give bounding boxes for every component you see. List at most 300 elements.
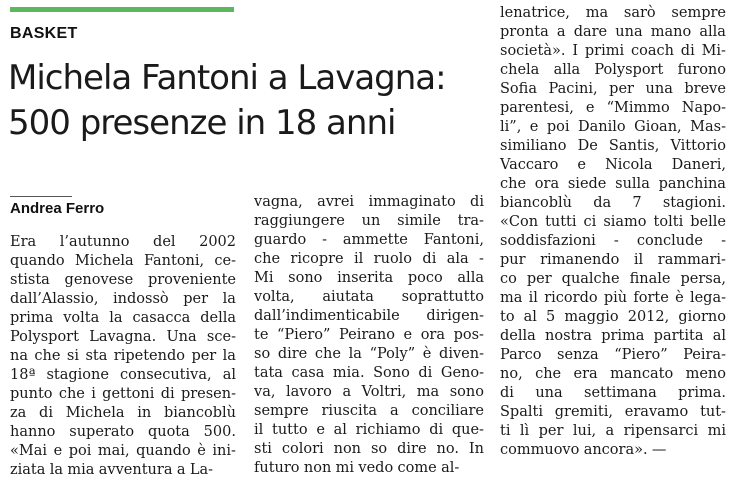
article-word: tra- <box>457 213 484 229</box>
article-word: Fantoni, <box>143 253 205 269</box>
article-word: ruolo <box>373 251 413 267</box>
article-word: e <box>585 100 595 116</box>
article-word: conclude <box>636 233 703 249</box>
article-word: mancato <box>610 366 674 382</box>
article-word: e <box>529 119 539 135</box>
article-word: dire <box>277 346 308 362</box>
article-word: guardo <box>254 232 307 248</box>
article-word: - <box>613 233 619 249</box>
article-word: quando <box>10 253 65 269</box>
article-text-line <box>10 442 236 461</box>
article-word: punto <box>10 386 53 402</box>
headline-line-2: 500 presenze in 18 anni <box>8 103 396 143</box>
article-word: 500. <box>203 424 236 440</box>
article-text-line <box>500 42 726 61</box>
article-word: ancora». <box>583 442 648 458</box>
article-word: Vittorio <box>670 138 726 154</box>
article-text-line <box>254 193 484 212</box>
article-column-3 <box>500 4 726 460</box>
article-word: “Piero” <box>614 347 668 363</box>
article-word: ma <box>500 290 523 306</box>
article-word: al <box>222 367 236 383</box>
article-word: non <box>303 460 332 476</box>
article-word: dall’indimenticabile <box>254 308 400 324</box>
article-text-line <box>10 309 236 328</box>
article-word: mai, <box>97 443 130 459</box>
article-word: no, <box>500 366 523 382</box>
article-column-2 <box>254 193 484 478</box>
article-text-line <box>254 326 484 345</box>
article-word: panchina <box>658 176 726 192</box>
article-word: di <box>470 194 484 210</box>
article-word: gettoni <box>102 386 155 402</box>
article-word: Danilo <box>578 119 626 135</box>
article-word: per <box>609 81 634 97</box>
article-text-line <box>500 175 726 194</box>
article-word: mia <box>67 462 95 478</box>
article-word: 5 <box>546 309 556 325</box>
article-word: rammari- <box>657 252 726 268</box>
article-word: Napo- <box>681 100 726 116</box>
article-text-line <box>254 383 484 402</box>
article-text-line <box>10 233 236 252</box>
article-word: hanno <box>10 424 56 440</box>
article-word: sempre <box>671 5 726 21</box>
article-word: di <box>418 365 433 381</box>
article-word: per <box>538 423 564 439</box>
article-word: sti <box>254 441 272 457</box>
article-text-line <box>500 4 726 23</box>
article-word: meno <box>685 366 726 382</box>
article-word: per <box>526 271 552 287</box>
article-word: della <box>500 328 536 344</box>
article-word: “Poly” <box>369 346 416 362</box>
article-text-line <box>500 346 726 365</box>
article-word: come <box>397 460 437 476</box>
article-word: ora <box>420 327 446 343</box>
article-word: superato <box>69 424 135 440</box>
article-word: forte <box>633 290 669 306</box>
article-word: che <box>58 386 85 402</box>
article-word: colori <box>281 441 324 457</box>
article-word: ini- <box>212 443 236 459</box>
article-word: breve <box>684 81 726 97</box>
article-word: Mi <box>254 270 274 286</box>
article-word: casa <box>291 365 325 381</box>
article-word: a <box>390 403 399 419</box>
article-word: 18ª <box>10 367 36 383</box>
article-word: ripensarci <box>623 423 699 439</box>
article-word: partita <box>653 328 704 344</box>
article-word: I <box>572 43 579 59</box>
article-word: ora <box>534 176 560 192</box>
article-word: ricopre <box>290 251 344 267</box>
article-word: il <box>354 251 364 267</box>
article-word: Era <box>10 234 37 250</box>
article-word: Sono <box>373 365 410 381</box>
article-word: una <box>645 81 673 97</box>
article-word: non <box>333 441 362 457</box>
article-word: ce- <box>214 253 236 269</box>
article-text-line <box>500 441 726 460</box>
article-word: tata <box>254 365 283 381</box>
article-word: di <box>39 405 53 421</box>
article-word: diven- <box>439 346 484 362</box>
article-word: li”, <box>500 119 522 135</box>
article-word: e <box>577 157 586 173</box>
article-word: chela <box>500 62 540 78</box>
byline-rule <box>10 196 72 197</box>
article-word: aiutata <box>322 289 374 305</box>
article-word: tutto <box>272 422 308 438</box>
article-word: 2012, <box>627 309 670 325</box>
section-accent-bar <box>10 7 234 12</box>
article-word: si <box>66 348 79 364</box>
article-word: l’autunno <box>59 234 130 250</box>
article-text-line <box>10 328 236 347</box>
article-word: a <box>342 384 352 400</box>
article-word: dall’Alassio, <box>10 291 99 307</box>
article-word: ma <box>585 5 609 21</box>
article-word: Sofia <box>500 81 537 97</box>
article-word: ala <box>446 251 469 267</box>
article-word: genovese <box>64 272 134 288</box>
article-word: primi <box>584 43 625 59</box>
article-word: dare <box>573 24 608 40</box>
article-word: - <box>479 251 484 267</box>
article-text-line <box>10 366 236 385</box>
article-word: una <box>535 385 563 401</box>
article-text-line <box>10 252 236 271</box>
article-word: ammette <box>342 232 408 248</box>
article-word: a <box>556 24 566 40</box>
article-word: lega- <box>689 290 726 306</box>
article-word: sarò <box>623 5 656 21</box>
article-word: vedo <box>358 460 394 476</box>
article-text-line <box>500 251 726 270</box>
article-word: conciliare <box>411 403 484 419</box>
article-word: di <box>500 385 514 401</box>
article-word: prima <box>10 310 54 326</box>
article-word: sce- <box>206 329 236 345</box>
article-word: di <box>422 251 437 267</box>
article-word: riuscita <box>321 403 378 419</box>
article-word: che <box>314 346 341 362</box>
article-word: In <box>468 441 484 457</box>
article-text-line <box>10 423 236 442</box>
article-word: Mi- <box>701 43 726 59</box>
article-word: per <box>183 291 209 307</box>
article-text-line <box>254 421 484 440</box>
article-word: mia. <box>332 365 365 381</box>
article-word: poi <box>68 443 92 459</box>
article-word: lì <box>519 423 530 439</box>
article-word: proveniente <box>147 272 236 288</box>
article-word: in <box>137 405 152 421</box>
article-word: il <box>633 252 644 268</box>
article-word: dirigen- <box>426 308 484 324</box>
article-word: similiano <box>500 138 567 154</box>
article-word: no. <box>436 441 459 457</box>
article-word: un <box>361 213 381 229</box>
article-word: alla <box>699 24 726 40</box>
article-word: Michela <box>74 253 134 269</box>
article-word: futuro <box>254 460 300 476</box>
article-word: al <box>712 328 726 344</box>
article-word: Vaccaro <box>500 157 559 173</box>
article-word: di <box>160 386 175 402</box>
article-word: stagione <box>46 367 109 383</box>
article-word: “Mimmo <box>606 100 670 116</box>
article-word: quando <box>136 443 191 459</box>
article-word: la <box>109 310 123 326</box>
article-word: Daneri, <box>671 157 726 173</box>
article-word: il <box>528 290 538 306</box>
article-word: sono <box>449 384 484 400</box>
article-text-line <box>500 213 726 232</box>
article-word: al <box>523 309 537 325</box>
article-word: più <box>603 290 628 306</box>
article-text-line <box>500 289 726 308</box>
article-word: Voltri, <box>361 384 407 400</box>
article-word: quota <box>147 424 190 440</box>
article-word: Polysport <box>594 62 664 78</box>
article-word: Lavagna. <box>89 329 157 345</box>
article-text-line <box>10 461 236 480</box>
article-word: sono <box>288 270 323 286</box>
article-word: mano <box>650 24 692 40</box>
article-text-line <box>500 327 726 346</box>
article-word: ma <box>416 384 440 400</box>
article-word: que- <box>451 422 484 438</box>
article-word: soddisfazioni <box>500 233 596 249</box>
article-word: qualche <box>561 271 620 287</box>
byline: Andrea Ferro <box>10 200 105 217</box>
article-word: di <box>429 422 444 438</box>
article-word: Fantoni, <box>423 232 484 248</box>
article-text-line <box>254 345 484 364</box>
article-word: tolti <box>653 214 684 230</box>
article-word: e <box>53 443 63 459</box>
article-word: del <box>153 234 176 250</box>
article-word: siamo <box>603 214 647 230</box>
article-word: senza <box>557 347 599 363</box>
article-word: - <box>721 233 726 249</box>
article-word: Peirano <box>339 327 395 343</box>
article-word: alla <box>553 62 581 78</box>
article-text-line <box>254 440 484 459</box>
article-word: lenatrice, <box>500 5 570 21</box>
article-word: eravamo <box>624 404 689 420</box>
article-word: Parco <box>500 347 542 363</box>
article-word: parentesi, <box>500 100 574 116</box>
article-word: è <box>197 443 206 459</box>
article-text-line <box>254 402 484 421</box>
article-word: volta <box>63 310 100 326</box>
article-word: la <box>49 462 64 478</box>
article-text-line <box>254 288 484 307</box>
article-word: a <box>176 462 186 478</box>
article-word: simile <box>397 213 441 229</box>
article-word: dire <box>397 441 427 457</box>
article-word: Nicola <box>605 157 653 173</box>
article-word: pronta <box>500 24 549 40</box>
article-word: rimanendo <box>540 252 620 268</box>
article-word: na <box>10 348 28 364</box>
article-word: tutti <box>545 214 577 230</box>
article-word: De <box>577 138 598 154</box>
article-word: stista <box>10 272 50 288</box>
article-word: che <box>500 176 527 192</box>
article-word: indossò <box>113 291 169 307</box>
article-word: siede <box>567 176 607 192</box>
article-text-line <box>500 194 726 213</box>
article-word: richiamo <box>355 422 421 438</box>
article-word: la <box>222 291 236 307</box>
article-word: coach <box>630 43 674 59</box>
article-word: Santis, <box>608 138 660 154</box>
article-word: casacca <box>132 310 191 326</box>
article-word: società». <box>500 43 566 59</box>
article-word: finale <box>629 271 671 287</box>
article-word: gremiti, <box>554 404 614 420</box>
article-word: di <box>680 43 695 59</box>
article-word: ti <box>500 423 511 439</box>
article-word: poi <box>546 119 570 135</box>
article-word: za <box>10 405 27 421</box>
article-text-line <box>10 271 236 290</box>
article-word: giorno <box>678 309 726 325</box>
article-word: - <box>322 232 328 248</box>
article-word: una <box>615 24 643 40</box>
article-word: Peira- <box>683 347 726 363</box>
article-text-line <box>10 385 236 404</box>
article-word: per <box>191 348 217 364</box>
article-word: che <box>254 251 281 267</box>
article-word: co <box>500 271 517 287</box>
article-text-line <box>10 290 236 309</box>
article-text-line <box>254 250 484 269</box>
article-text-line <box>254 231 484 250</box>
article-word: biancoblù <box>500 195 573 211</box>
article-word: La- <box>189 462 214 478</box>
article-word: Pacini, <box>548 81 598 97</box>
article-word: vagna, <box>254 194 303 210</box>
article-text-line <box>10 404 236 423</box>
article-word: è <box>675 290 684 306</box>
article-word: soprattutto <box>401 289 484 305</box>
article-column-1 <box>10 233 236 480</box>
article-word: Polysport <box>10 329 79 345</box>
article-word: consecutiva, <box>120 367 212 383</box>
article-text-line <box>254 364 484 383</box>
article-word: la <box>222 348 236 364</box>
article-text-line <box>254 307 484 326</box>
article-text-line <box>500 61 726 80</box>
article-word: tut- <box>700 404 726 420</box>
article-word: immaginato <box>368 194 456 210</box>
article-word: da <box>593 195 612 211</box>
article-word: ricordo <box>544 290 598 306</box>
article-word: alla <box>457 270 484 286</box>
article-word: era <box>573 366 598 382</box>
article-text-line <box>254 269 484 288</box>
article-word: settimana <box>584 385 657 401</box>
article-word: Michela <box>65 405 125 421</box>
article-word: Geno- <box>440 365 484 381</box>
article-word: va, <box>254 384 276 400</box>
article-text-line <box>500 156 726 175</box>
article-word: pos- <box>453 327 484 343</box>
article-word: inserita <box>337 270 394 286</box>
headline-line-1: Michela Fantoni a Lavagna: <box>8 58 446 98</box>
article-word: volta, <box>254 289 295 305</box>
article-word: prima. <box>678 385 726 401</box>
article-word: Mas- <box>690 119 726 135</box>
article-word: mi <box>335 460 355 476</box>
article-word: il <box>254 422 264 438</box>
article-word: so <box>370 441 388 457</box>
article-word: lavoro <box>286 384 332 400</box>
article-word: 2002 <box>199 234 236 250</box>
article-word: ziata <box>10 462 46 478</box>
section-kicker: BASKET <box>10 25 78 42</box>
article-word: sta <box>85 348 108 364</box>
article-word: — <box>651 442 667 458</box>
article-word: la <box>348 346 362 362</box>
article-word: avrei <box>317 194 355 210</box>
article-word: stagioni. <box>662 195 726 211</box>
article-word: “Piero” <box>276 327 331 343</box>
article-text-line <box>500 23 726 42</box>
article-word: mi <box>707 423 726 439</box>
article-word: lui, <box>572 423 597 439</box>
article-word: avventura <box>98 462 173 478</box>
article-word: persa, <box>680 271 726 287</box>
article-text-line <box>500 422 726 441</box>
article-text-line <box>500 80 726 99</box>
article-word: che <box>535 366 562 382</box>
article-text-line <box>500 137 726 156</box>
article-text-line <box>500 232 726 251</box>
article-word: so <box>254 346 271 362</box>
article-text-line <box>500 118 726 137</box>
article-word: è <box>422 346 432 362</box>
article-word: e <box>403 327 413 343</box>
article-word: prima <box>601 328 645 344</box>
article-word: ripetendo <box>113 348 185 364</box>
article-word: nostra <box>545 328 592 344</box>
article-word: ci <box>583 214 597 230</box>
article-word: sulla <box>615 176 650 192</box>
article-word: e <box>316 422 325 438</box>
article-word: te <box>254 327 269 343</box>
article-word: furono <box>677 62 726 78</box>
article-word: belle <box>690 214 726 230</box>
article-word: «Mai <box>10 443 48 459</box>
article-word: che <box>34 348 61 364</box>
article-word: al- <box>441 460 460 476</box>
article-text-line <box>500 403 726 422</box>
article-word: Spalti <box>500 404 543 420</box>
article-word: a <box>605 423 615 439</box>
article-text-line <box>254 212 484 231</box>
article-word: Gioan, <box>634 119 682 135</box>
article-word: maggio <box>564 309 619 325</box>
article-word: 7 <box>632 195 642 211</box>
article-text-line <box>500 270 726 289</box>
article-word: commuovo <box>500 442 580 458</box>
